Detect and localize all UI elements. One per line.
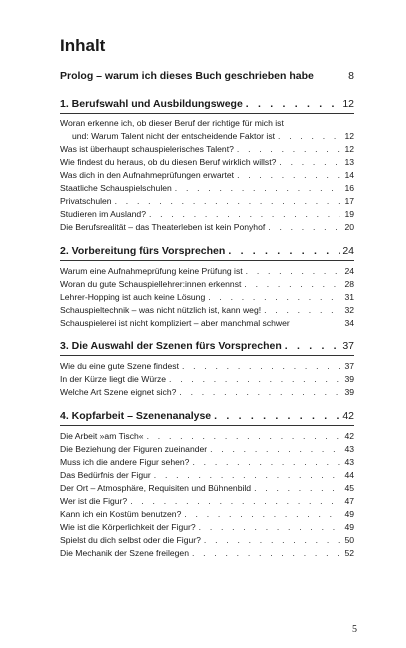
toc-entry: Muss ich die andere Figur sehen? . . . 43 — [60, 453, 354, 467]
chapter-rule — [60, 260, 354, 261]
toc-entry: Die Berufsrealität – das Theaterleben ist kein Ponyhof . . . 20 — [60, 218, 354, 232]
toc-entry: Schauspieltechnik – was nicht nützlich ist, kann weg! . . . 32 — [60, 301, 354, 315]
chapter-rule — [60, 425, 354, 426]
toc-entry: Woran erkenne ich, ob dieser Beruf der richtige für mich ist — [60, 118, 284, 128]
chapter-page: 37 — [342, 340, 354, 352]
toc-entry: Wie ist die Körperlichkeit der Figur? . . . 49 — [60, 518, 354, 532]
toc-entry: Privatschulen . . . 17 — [60, 192, 354, 206]
prolog-title: Prolog – warum ich dieses Buch geschrieben habe — [60, 70, 314, 82]
toc-entry: In der Kürze liegt die Würze . . . 39 — [60, 370, 354, 384]
toc-entry: Wie du eine gute Szene findest . . . 37 — [60, 357, 354, 371]
toc-entry: Die Beziehung der Figuren zueinander . . . 43 — [60, 440, 354, 454]
toc-entry: Welche Art Szene eignet sich? . . . 39 — [60, 383, 354, 397]
toc-entry: Woran du gute Schauspiellehrer:innen erkennst . . . 28 — [60, 275, 354, 289]
toc-chapter-3 — [60, 338, 354, 352]
toc-chapter-1 — [60, 96, 354, 110]
toc-entry: Was ist überhaupt schauspielerisches Talent? . . . 12 — [60, 140, 354, 154]
chapter-rule — [60, 355, 354, 356]
toc-entry: Wie findest du heraus, ob du diesen Beruf wirklich willst? . . . 13 — [60, 153, 354, 167]
toc-chapter-4 — [60, 408, 354, 422]
toc-entry: Spielst du dich selbst oder die Figur? . . . 50 — [60, 531, 354, 545]
toc-entry: Lehrer-Hopping ist auch keine Lösung . . . 31 — [60, 288, 354, 302]
page-number: 5 — [352, 624, 357, 635]
prolog-page: 8 — [348, 70, 354, 82]
toc-entry: und: Warum Talent nicht der entscheidende Faktor ist . . . 12 — [60, 127, 354, 141]
toc-entry: Schauspielerei ist nicht kompliziert – aber manchmal schwer 34 — [60, 318, 354, 328]
page-title: Inhalt — [60, 36, 106, 55]
toc-entry: Das Bedürfnis der Figur . . . 44 — [60, 466, 354, 480]
chapter-title: 2. Vorbereitung fürs Vorsprechen — [60, 245, 226, 257]
toc-entry: Kann ich ein Kostüm benutzen? . . . 49 — [60, 505, 354, 519]
toc-entry: Die Mechanik der Szene freilegen . . . 52 — [60, 544, 354, 558]
chapter-title: 4. Kopfarbeit – Szenenanalyse — [60, 410, 212, 422]
toc-entry: Die Arbeit »am Tisch« . . . 42 — [60, 427, 354, 441]
toc-entry: Der Ort – Atmosphäre, Requisiten und Bühnenbild . . . 45 — [60, 479, 354, 493]
chapter-title: 3. Die Auswahl der Szenen fürs Vorsprechen — [60, 340, 282, 352]
chapter-title: 1. Berufswahl und Ausbildungswege — [60, 98, 243, 110]
toc-entry: Warum eine Aufnahmeprüfung keine Prüfung ist . . . 24 — [60, 262, 354, 276]
toc-prolog — [60, 68, 354, 82]
toc-entry: Staatliche Schauspielschulen . . . 16 — [60, 179, 354, 193]
toc-entry: Was dich in den Aufnahmeprüfungen erwartet . . . 14 — [60, 166, 354, 180]
chapter-page: 24 — [342, 245, 354, 257]
toc-chapter-2 — [60, 243, 354, 257]
toc-entry: Wer ist die Figur? . . . 47 — [60, 492, 354, 506]
chapter-page: 42 — [342, 410, 354, 422]
toc-entry: Studieren im Ausland? . . . 19 — [60, 205, 354, 219]
chapter-page: 12 — [342, 98, 354, 110]
